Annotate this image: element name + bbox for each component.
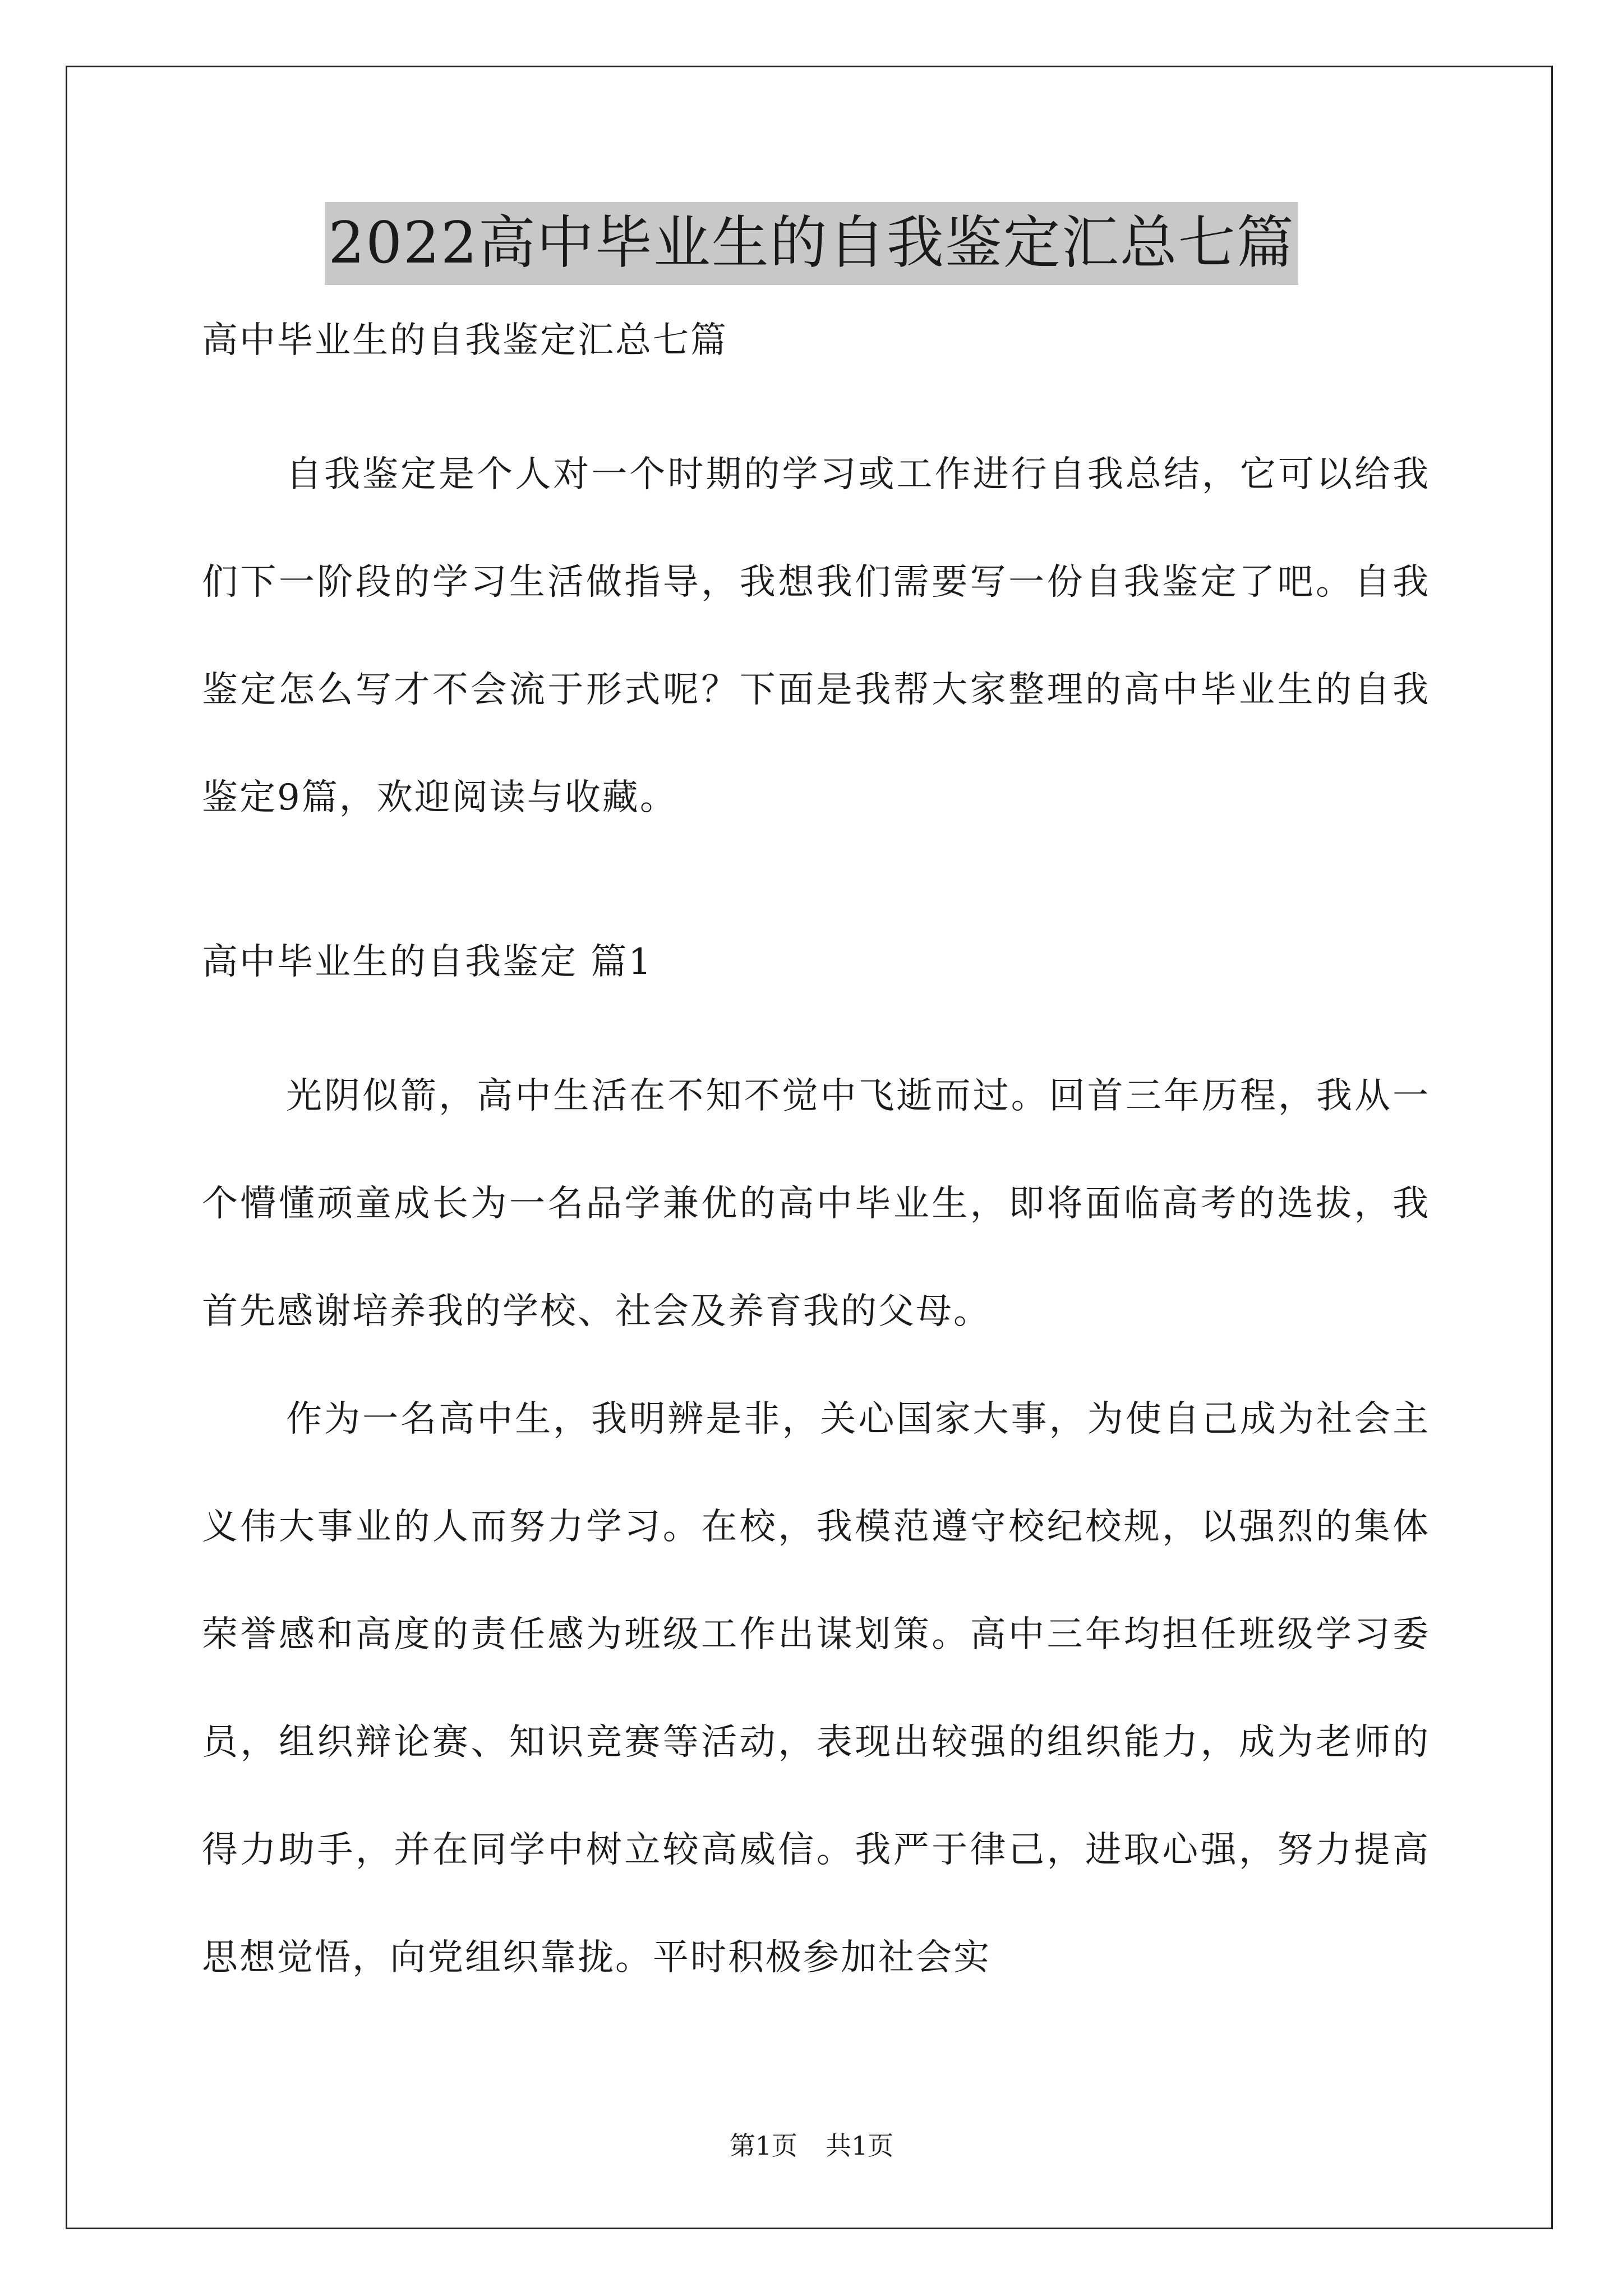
title-container: [0, 202, 1623, 285]
page-number: 第1页: [729, 2131, 797, 2161]
section-spacer: [202, 852, 1430, 936]
section-heading: 高中毕业生的自我鉴定 篇1: [202, 941, 653, 983]
document-subtitle: 高中毕业生的自我鉴定汇总七篇: [202, 320, 728, 361]
body-paragraph: 作为一名高中生，我明辨是非，关心国家大事，为使自己成为社会主义伟大事业的人而努力学习。在校，我模范遵守校纪校规，以强烈的集体荣誉感和高度的责任感为班级工作出谋划策。高中三年均担任班级学习委员，组织辩论赛、知识竞赛等活动，表现出较强的组织能力，成为老师的得力助手，并在同学中树立较高威信。我严于律己，进取心强，努力提高思想觉悟，向党组织靠拢。平时积极参加社会实: [202, 1398, 1430, 1978]
page-total: 共1页: [826, 2131, 894, 2161]
body-paragraph: 光阴似箭，高中生活在不知不觉中飞逝而过。回首三年历程，我从一个懵懂顽童成长为一名品学兼优的高中毕业生，即将面临高考的选拔，我首先感谢培养我的学校、社会及养育我的父母。: [202, 1075, 1430, 1332]
intro-paragraph: 自我鉴定是个人对一个时期的学习或工作进行自我总结，它可以给我们下一阶段的学习生活做指导，我想我们需要写一份自我鉴定了吧。自我鉴定怎么写才不会流于形式呢？下面是我帮大家整理的高中毕业生的自我鉴定9篇，欢迎阅读与收藏。: [202, 454, 1430, 818]
document-title: 2022高中毕业生的自我鉴定汇总七篇: [325, 202, 1298, 285]
page-footer: [0, 2129, 1623, 2162]
document-body: [202, 314, 1430, 2012]
